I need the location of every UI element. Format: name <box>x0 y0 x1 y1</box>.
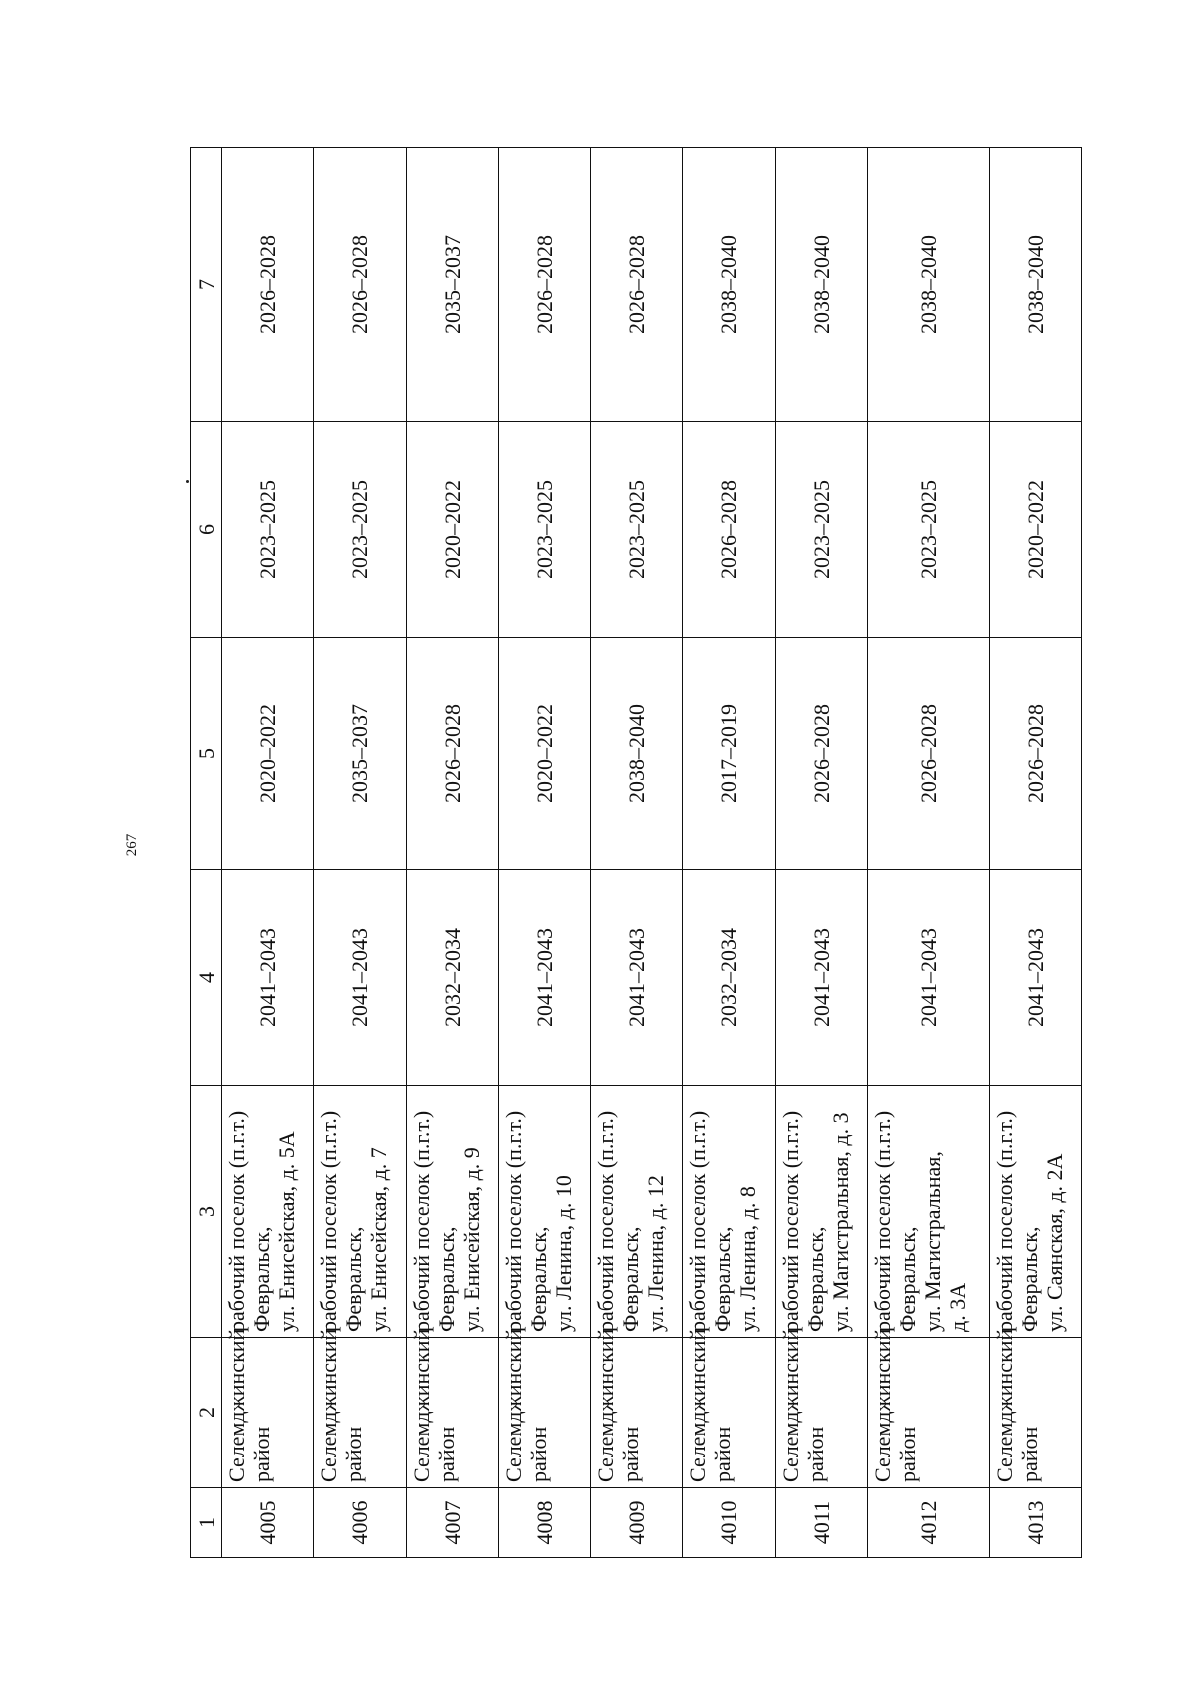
column-header-2: 2 <box>191 1338 222 1488</box>
table-row <box>775 148 867 1558</box>
address-cell <box>314 1086 406 1338</box>
address-line: ул. Ленина, д. 10 <box>550 1175 576 1332</box>
period-col4-cell: 2041–2043 <box>867 870 989 1086</box>
period-col5-cell: 2026–2028 <box>406 638 498 870</box>
row-id-cell: 4010 <box>683 1488 775 1558</box>
address-line: рабочий поселок (п.г.т.) <box>593 1110 619 1332</box>
district-cell: Селемджинский район <box>222 1338 314 1488</box>
address-cell <box>222 1086 314 1338</box>
period-col5-cell: 2020–2022 <box>222 638 314 870</box>
district-cell: Селемджинский район <box>591 1338 683 1488</box>
period-col7-cell: 2038–2040 <box>989 148 1081 422</box>
address-line: рабочий поселок (п.г.т.) <box>224 1110 249 1332</box>
table-row <box>222 148 314 1558</box>
column-header-7: 7 <box>191 148 222 422</box>
period-col6-cell: 2023–2025 <box>867 422 989 638</box>
table-row <box>406 148 498 1558</box>
address-line: рабочий поселок (п.г.т.) <box>408 1110 434 1332</box>
address-line: ул. Магистральная, д. 3 <box>827 1112 853 1332</box>
address-line: рабочий поселок (п.г.т.) <box>500 1110 526 1332</box>
period-col4-cell: 2041–2043 <box>498 870 590 1086</box>
address-cell <box>498 1086 590 1338</box>
address-line: Февральск, <box>894 1226 920 1332</box>
period-col6-cell: 2023–2025 <box>775 422 867 638</box>
address-line: д. 3А <box>944 1282 970 1332</box>
address-cell <box>683 1086 775 1338</box>
column-header-4: 4 <box>191 870 222 1086</box>
schedule-table <box>190 147 1082 1558</box>
address-line: ул. Енисейская, д. 9 <box>458 1147 484 1332</box>
address-cell <box>591 1086 683 1338</box>
address-line: ул. Магистральная, <box>919 1151 945 1332</box>
address-line: ул. Ленина, д. 8 <box>735 1186 761 1332</box>
row-id-cell: 4012 <box>867 1488 989 1558</box>
address-line: Февральск, <box>525 1226 551 1332</box>
period-col5-cell: 2026–2028 <box>775 638 867 870</box>
column-header-6: 6 <box>191 422 222 638</box>
address-cell <box>775 1086 867 1338</box>
period-col7-cell: 2038–2040 <box>867 148 989 422</box>
period-col6-cell: 2020–2022 <box>989 422 1081 638</box>
row-id-cell: 4011 <box>775 1488 867 1558</box>
period-col7-cell: 2035–2037 <box>406 148 498 422</box>
period-col4-cell: 2032–2034 <box>406 870 498 1086</box>
column-header-3: 3 <box>191 1086 222 1338</box>
table-row <box>591 148 683 1558</box>
address-line: Февральск, <box>710 1226 736 1332</box>
period-col7-cell: 2038–2040 <box>775 148 867 422</box>
address-line: Февральск, <box>618 1226 644 1332</box>
period-col6-cell: 2020–2022 <box>406 422 498 638</box>
address-line: Февральск, <box>1016 1226 1042 1332</box>
row-id-cell: 4006 <box>314 1488 406 1558</box>
period-col6-cell: 2023–2025 <box>498 422 590 638</box>
district-cell: Селемджинский район <box>498 1338 590 1488</box>
period-col5-cell: 2026–2028 <box>989 638 1081 870</box>
table-row <box>867 148 989 1558</box>
period-col7-cell: 2026–2028 <box>498 148 590 422</box>
page-number: 267 <box>124 833 140 857</box>
period-col7-cell: 2026–2028 <box>314 148 406 422</box>
row-id-cell: 4008 <box>498 1488 590 1558</box>
period-col4-cell: 2041–2043 <box>314 870 406 1086</box>
address-line: рабочий поселок (п.г.т.) <box>869 1110 895 1332</box>
period-col7-cell: 2026–2028 <box>591 148 683 422</box>
address-line: ул. Енисейская, д. 7 <box>366 1147 392 1332</box>
period-col5-cell: 2017–2019 <box>683 638 775 870</box>
period-col4-cell: 2041–2043 <box>775 870 867 1086</box>
period-col4-cell: 2041–2043 <box>591 870 683 1086</box>
address-line: ул. Ленина, д. 12 <box>643 1175 669 1332</box>
period-col6-cell: 2023–2025 <box>222 422 314 638</box>
period-col6-cell: 2023–2025 <box>591 422 683 638</box>
period-col6-cell: 2023–2025 <box>314 422 406 638</box>
address-line: рабочий поселок (п.г.т.) <box>991 1110 1017 1332</box>
table-row <box>314 148 406 1558</box>
period-col5-cell: 2035–2037 <box>314 638 406 870</box>
address-line: Февральск, <box>802 1226 828 1332</box>
address-line: Февральск, <box>249 1226 274 1332</box>
district-cell: Селемджинский район <box>314 1338 406 1488</box>
table-row <box>683 148 775 1558</box>
address-cell <box>989 1086 1081 1338</box>
address-line: рабочий поселок (п.г.т.) <box>777 1110 803 1332</box>
table-body <box>222 148 1082 1558</box>
district-cell: Селемджинский район <box>867 1338 989 1488</box>
period-col5-cell: 2020–2022 <box>498 638 590 870</box>
period-col6-cell: 2026–2028 <box>683 422 775 638</box>
period-col4-cell: 2041–2043 <box>989 870 1081 1086</box>
scan-speck <box>186 480 189 483</box>
address-cell <box>867 1086 989 1338</box>
row-id-cell: 4009 <box>591 1488 683 1558</box>
table-row <box>498 148 590 1558</box>
address-line: ул. Саянская, д. 2А <box>1041 1153 1067 1332</box>
column-header-1: 1 <box>191 1488 222 1558</box>
period-col4-cell: 2041–2043 <box>222 870 314 1086</box>
schedule-table-rotated <box>190 148 1082 1558</box>
row-id-cell: 4005 <box>222 1488 314 1558</box>
column-header-5: 5 <box>191 638 222 870</box>
district-cell: Селемджинский район <box>406 1338 498 1488</box>
address-line: рабочий поселок (п.г.т.) <box>316 1110 342 1332</box>
period-col7-cell: 2026–2028 <box>222 148 314 422</box>
period-col7-cell: 2038–2040 <box>683 148 775 422</box>
row-id-cell: 4013 <box>989 1488 1081 1558</box>
period-col5-cell: 2038–2040 <box>591 638 683 870</box>
period-col4-cell: 2032–2034 <box>683 870 775 1086</box>
district-cell: Селемджинский район <box>683 1338 775 1488</box>
header-row <box>191 148 222 1558</box>
address-cell <box>406 1086 498 1338</box>
address-line: Февральск, <box>341 1226 367 1332</box>
district-cell: Селемджинский район <box>989 1338 1081 1488</box>
address-line: ул. Енисейская, д. 5А <box>274 1131 299 1332</box>
address-line: рабочий поселок (п.г.т.) <box>685 1110 711 1332</box>
period-col5-cell: 2026–2028 <box>867 638 989 870</box>
table-row <box>989 148 1081 1558</box>
row-id-cell: 4007 <box>406 1488 498 1558</box>
address-line: Февральск, <box>433 1226 459 1332</box>
district-cell: Селемджинский район <box>775 1338 867 1488</box>
